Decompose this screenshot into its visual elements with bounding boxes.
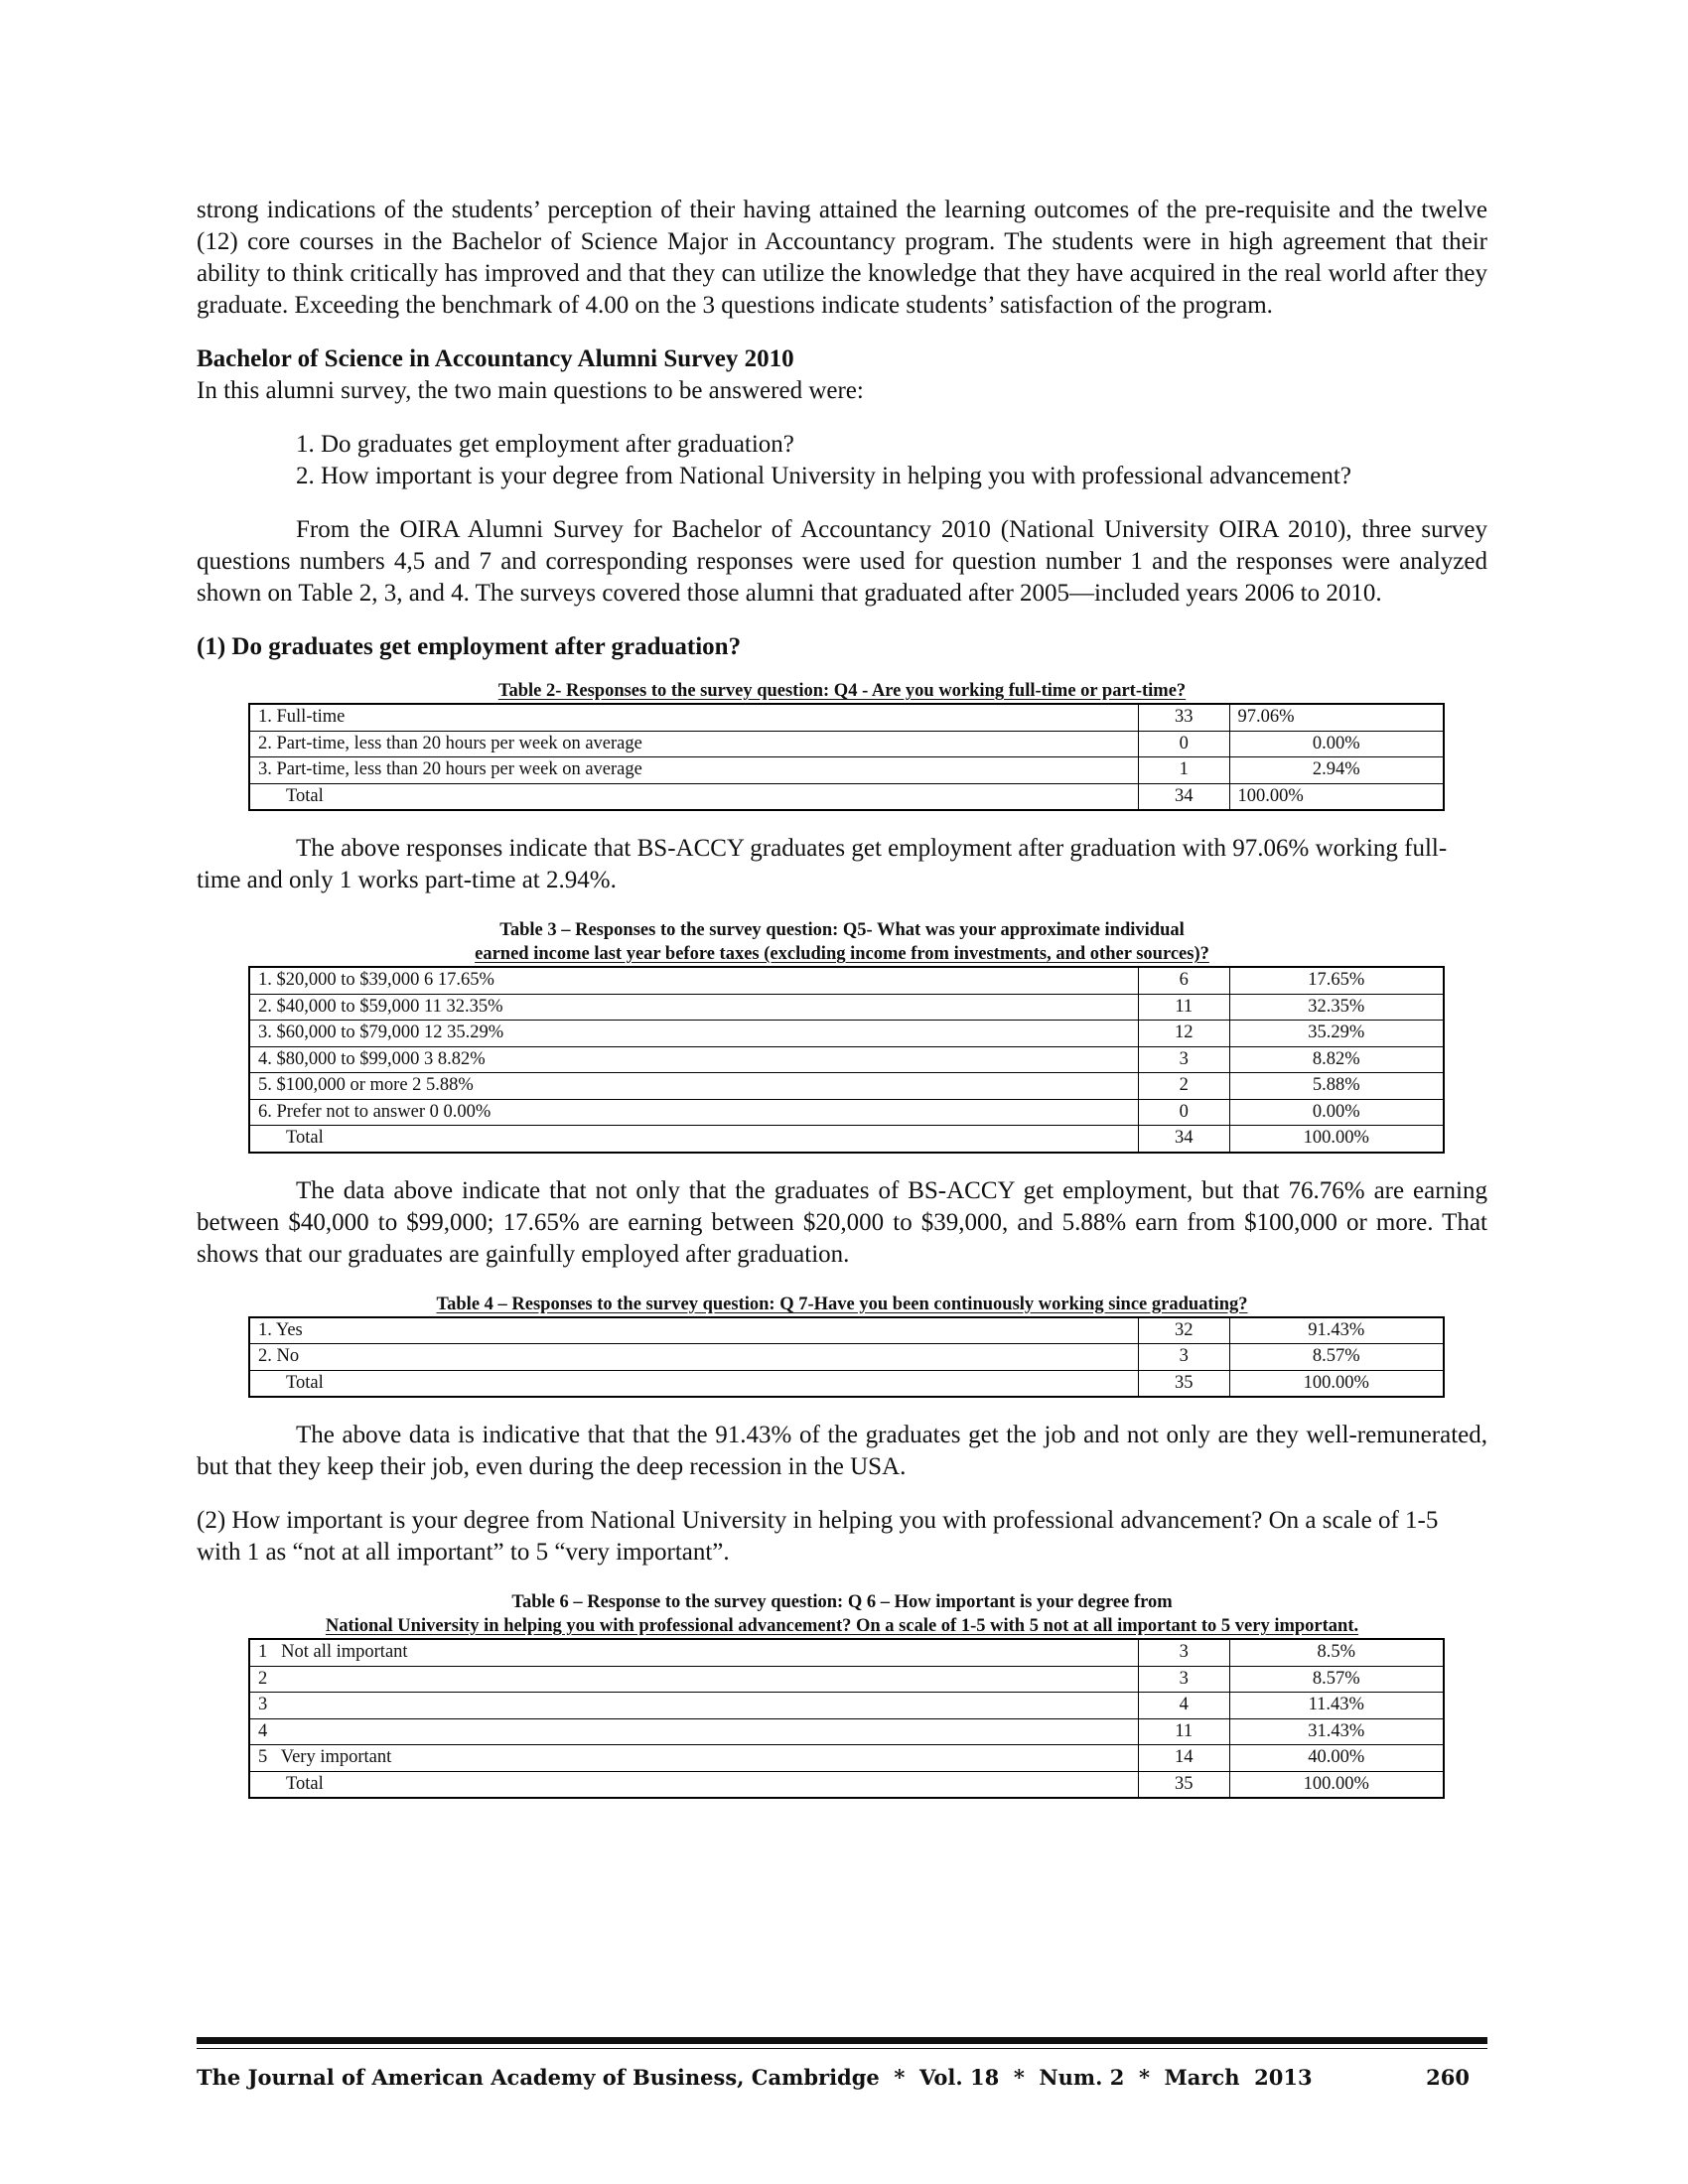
table-cell-percent: 31.43% [1229, 1718, 1444, 1745]
table-row [249, 1639, 1444, 1666]
table-row [249, 1745, 1444, 1772]
table-row [249, 1344, 1444, 1371]
table-row [249, 1317, 1444, 1344]
table-row [249, 1021, 1444, 1047]
table-cell-label: 1 Not all important [249, 1639, 1139, 1666]
section-2-text: (2) How important is your degree from National University in helping you with professional advancement? On a scale of 1-5 with 1 as “not at all important” to 5 “very important”. [197, 1507, 1439, 1566]
table-row [249, 1666, 1444, 1693]
intro-paragraph: strong indications of the students’ perception of their having attained the learning outcomes of the pre-requisite and the twelve (12) core courses in the Bachelor of Science Major in Accountancy program. The students were in high agreement that their ability to think critically has improved and that they can utilize the knowledge that they have acquired in the real world after they graduate. Exceeding the benchmark of 4.00 on the 3 questions indicate students’ satisfaction of the program. [197, 197, 1487, 319]
table-cell-count: 3 [1139, 1639, 1230, 1666]
table-cell-count: 35 [1139, 1771, 1230, 1798]
table-cell-percent: 35.29% [1229, 1021, 1444, 1047]
table-cell-percent: 8.82% [1229, 1046, 1444, 1073]
table-total-row [249, 1370, 1444, 1397]
page-body [197, 195, 1487, 1799]
question-1: 1. Do graduates get employment after graduation? [296, 431, 794, 458]
table-6-caption-line-1: Table 6 – Response to the survey question: Q 6 – How important is your degree from [511, 1592, 1173, 1612]
table-row [249, 1099, 1444, 1126]
table-cell-percent: 8.57% [1229, 1666, 1444, 1693]
table-row [249, 704, 1444, 731]
table-cell-count: 0 [1139, 1099, 1230, 1126]
table-row [249, 1073, 1444, 1100]
table-4 [248, 1316, 1445, 1399]
table-cell-count: 3 [1139, 1046, 1230, 1073]
table-row [249, 757, 1444, 784]
table-total-row [249, 783, 1444, 810]
table-cell-percent: 8.57% [1229, 1344, 1444, 1371]
table-cell-label: 4 [249, 1718, 1139, 1745]
table-cell-count: 2 [1139, 1073, 1230, 1100]
table-cell-count: 0 [1139, 731, 1230, 757]
table-cell-label: Total [249, 783, 1139, 810]
table-cell-count: 6 [1139, 967, 1230, 994]
table-cell-label: 1. Full-time [249, 704, 1139, 731]
table-cell-label: 1. Yes [249, 1317, 1139, 1344]
table-cell-label: Total [249, 1771, 1139, 1798]
table-3-caption-line-2: earned income last year before taxes (excluding income from investments, and other sources)? [475, 944, 1209, 964]
table-row [249, 994, 1444, 1021]
table-cell-count: 1 [1139, 757, 1230, 784]
table-cell-label: 2. $40,000 to $59,000 11 32.35% [249, 994, 1139, 1021]
paragraph-after-table-4: The above data is indicative that that the 91.43% of the graduates get the job and not only are they well-remunerated, but that they keep their job, even during the deep recession in the USA. [197, 1422, 1487, 1480]
table-cell-label: 2 [249, 1666, 1139, 1693]
table-cell-percent: 5.88% [1229, 1073, 1444, 1100]
table-6 [248, 1638, 1445, 1799]
table-row [249, 1718, 1444, 1745]
footer-rule-thick [197, 2037, 1487, 2044]
table-cell-label: Total [249, 1126, 1139, 1153]
table-3 [248, 966, 1445, 1154]
table-cell-count: 12 [1139, 1021, 1230, 1047]
paragraph-after-table-2: The above responses indicate that BS-ACCY graduates get employment after graduation with 97.06% working full-time and only 1 works part-time at 2.94%. [197, 835, 1448, 893]
section-1-heading: (1) Do graduates get employment after graduation? [197, 633, 742, 660]
alumni-survey-heading: Bachelor of Science in Accountancy Alumni Survey 2010 [197, 345, 794, 372]
table-row [249, 1046, 1444, 1073]
table-6-caption-line-2: National University in helping you with professional advancement? On a scale of 1-5 with 5 not at all important to 5 very important. [325, 1616, 1359, 1636]
table-cell-percent: 100.00% [1229, 1370, 1444, 1397]
table-cell-percent: 40.00% [1229, 1745, 1444, 1772]
table-cell-label: 3. Part-time, less than 20 hours per week on average [249, 757, 1139, 784]
table-row [249, 1693, 1444, 1719]
table-cell-percent: 2.94% [1229, 757, 1444, 784]
table-cell-count: 34 [1139, 783, 1230, 810]
table-cell-percent: 100.00% [1229, 1771, 1444, 1798]
table-cell-label: 5. $100,000 or more 2 5.88% [249, 1073, 1139, 1100]
table-cell-percent: 100.00% [1229, 783, 1444, 810]
table-cell-count: 11 [1139, 994, 1230, 1021]
table-cell-count: 4 [1139, 1693, 1230, 1719]
table-row [249, 731, 1444, 757]
table-cell-label: 5 Very important [249, 1745, 1139, 1772]
table-cell-count: 34 [1139, 1126, 1230, 1153]
table-2-caption: Table 2- Responses to the survey question: Q4 - Are you working full-time or part-time? [497, 681, 1187, 701]
footer-rule-thin [197, 2048, 1487, 2049]
table-total-row [249, 1126, 1444, 1153]
table-cell-label: 2. No [249, 1344, 1139, 1371]
table-cell-percent: 91.43% [1229, 1317, 1444, 1344]
alumni-intro-text: In this alumni survey, the two main questions to be answered were: [197, 377, 864, 404]
question-2: 2. How important is your degree from National University in helping you with professional advancement? [296, 463, 1351, 489]
table-3-caption-line-1: Table 3 – Responses to the survey question: Q5- What was your approximate individual [499, 920, 1185, 940]
table-total-row [249, 1771, 1444, 1798]
page-number: 260 [1426, 2065, 1470, 2090]
table-cell-count: 32 [1139, 1317, 1230, 1344]
table-cell-label: 3. $60,000 to $79,000 12 35.29% [249, 1021, 1139, 1047]
oira-paragraph: From the OIRA Alumni Survey for Bachelor of Accountancy 2010 (National University OIRA 2010), three survey questions numbers 4,5 and 7 and corresponding responses were used for question number 1 and the responses were analyzed shown on Table 2, 3, and 4. The surveys covered those alumni that graduated after 2005—included years 2006 to 2010. [197, 516, 1487, 607]
table-cell-count: 11 [1139, 1718, 1230, 1745]
table-cell-label: 1. $20,000 to $39,000 6 17.65% [249, 967, 1139, 994]
table-cell-count: 3 [1139, 1666, 1230, 1693]
table-cell-percent: 100.00% [1229, 1126, 1444, 1153]
table-cell-percent: 0.00% [1229, 1099, 1444, 1126]
table-cell-label: 2. Part-time, less than 20 hours per week on average [249, 731, 1139, 757]
table-cell-percent: 32.35% [1229, 994, 1444, 1021]
table-cell-percent: 17.65% [1229, 967, 1444, 994]
table-cell-percent: 8.5% [1229, 1639, 1444, 1666]
table-cell-percent: 11.43% [1229, 1693, 1444, 1719]
paragraph-after-table-3: The data above indicate that not only that the graduates of BS-ACCY get employment, but that 76.76% are earning between $40,000 to $99,000; 17.65% are earning between $20,000 to $39,000, and 5.88% earn from $100,000 or more. That shows that our graduates are gainfully employed after graduation. [197, 1176, 1487, 1268]
table-4-caption: Table 4 – Responses to the survey question: Q 7-Have you been continuously working since graduating? [436, 1294, 1248, 1314]
table-cell-label: 3 [249, 1693, 1139, 1719]
table-cell-count: 14 [1139, 1745, 1230, 1772]
table-cell-count: 35 [1139, 1370, 1230, 1397]
table-cell-percent: 0.00% [1229, 731, 1444, 757]
journal-citation: The Journal of American Academy of Business, Cambridge * Vol. 18 * Num. 2 * March 2013 [197, 2065, 1313, 2090]
table-cell-percent: 97.06% [1229, 704, 1444, 731]
table-cell-count: 3 [1139, 1344, 1230, 1371]
table-row [249, 967, 1444, 994]
table-2 [248, 703, 1445, 811]
table-cell-label: 6. Prefer not to answer 0 0.00% [249, 1099, 1139, 1126]
main-questions-list [296, 429, 1487, 492]
table-cell-count: 33 [1139, 704, 1230, 731]
table-cell-label: Total [249, 1370, 1139, 1397]
table-cell-label: 4. $80,000 to $99,000 3 8.82% [249, 1046, 1139, 1073]
